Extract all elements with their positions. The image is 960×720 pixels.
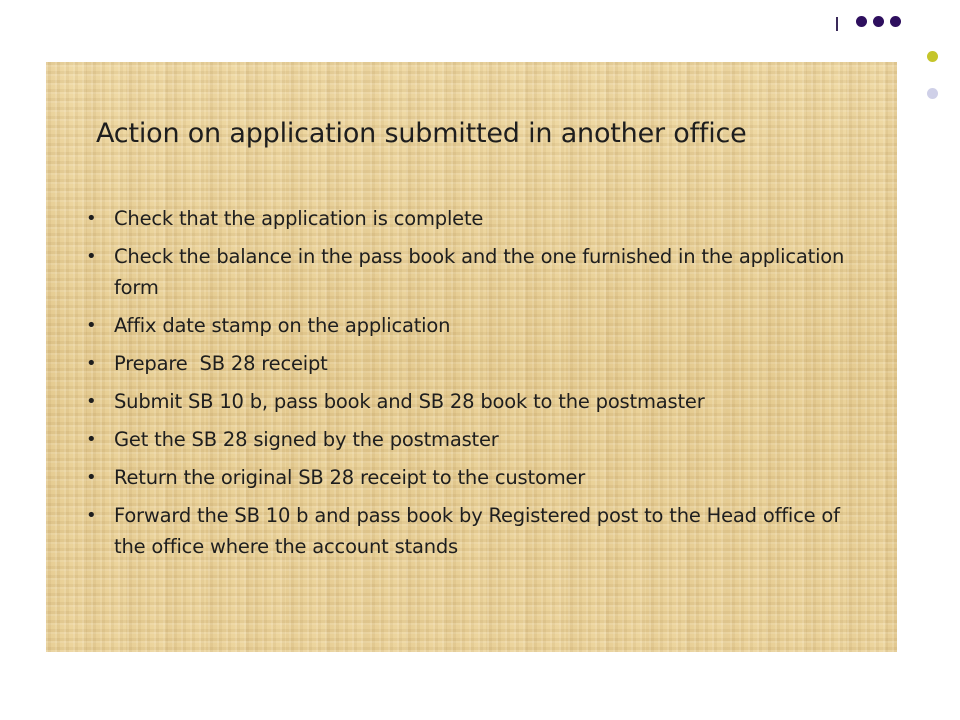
bullet-icon: •: [86, 246, 97, 267]
bullet-item: [86, 348, 866, 379]
bullet-item: [86, 386, 866, 417]
bullet-item: [86, 424, 866, 455]
bullet-icon: •: [86, 391, 97, 412]
bullet-text: Forward the SB 10 b and pass book by Registered post to the Head office of the office where the account stands: [114, 504, 840, 558]
ornament-dot-green-icon: [927, 51, 938, 62]
ornament-dot-icon: [890, 16, 901, 27]
bullet-icon: •: [86, 505, 97, 526]
ornament-dot-icon: [873, 16, 884, 27]
bullet-text: Submit SB 10 b, pass book and SB 28 book to the postmaster: [114, 390, 705, 413]
bullet-text: Affix date stamp on the application: [114, 314, 451, 337]
bullet-text: Check the balance in the pass book and the one furnished in the application form: [114, 245, 845, 299]
bullet-item: [86, 310, 866, 341]
bullet-item: [86, 462, 866, 493]
bullet-icon: •: [86, 315, 97, 336]
ornament-divider: [836, 17, 838, 31]
bullet-icon: •: [86, 429, 97, 450]
ornament-dot-icon: [856, 16, 867, 27]
bullet-icon: •: [86, 467, 97, 488]
bullet-icon: •: [86, 208, 97, 229]
bullet-list: [86, 203, 866, 569]
bullet-item: [86, 241, 866, 303]
bullet-item: [86, 500, 866, 562]
slide-image: [46, 62, 897, 652]
ornament-dot-lavender-icon: [927, 88, 938, 99]
bullet-icon: •: [86, 353, 97, 374]
bullet-text: Return the original SB 28 receipt to the customer: [114, 466, 586, 489]
bullet-text: Get the SB 28 signed by the postmaster: [114, 428, 499, 451]
slide-title: Action on application submitted in another office: [96, 118, 747, 149]
bullet-text: Prepare SB 28 receipt: [114, 352, 328, 375]
bullet-item: [86, 203, 866, 234]
bullet-text: Check that the application is complete: [114, 207, 484, 230]
